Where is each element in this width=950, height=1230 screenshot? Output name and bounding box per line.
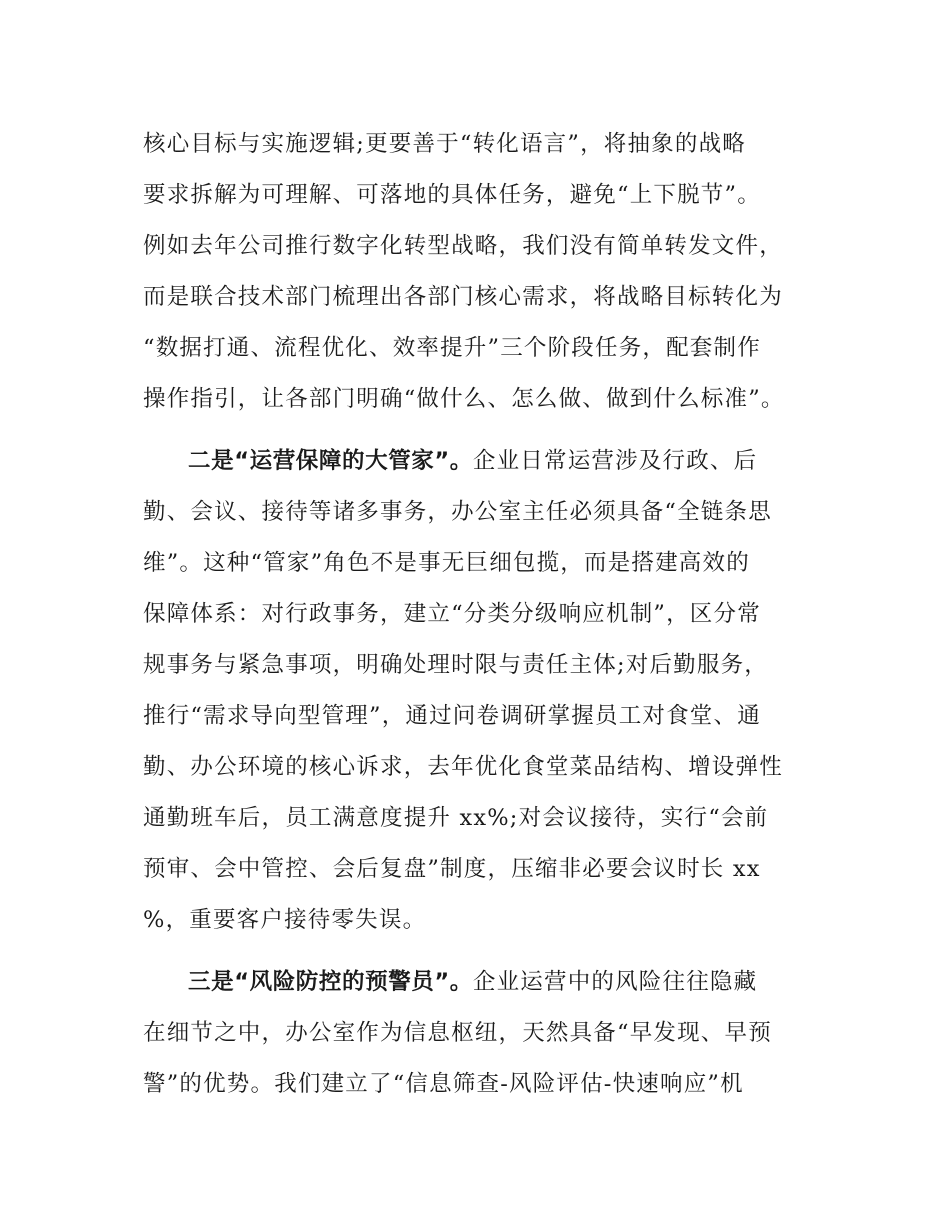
text-line: 核心目标与实施逻辑;更要善于“转化语言”，将抽象的战略 xyxy=(143,131,746,157)
text-line-first xyxy=(188,966,757,998)
text-line: %，重要客户接待零失误。 xyxy=(143,907,427,933)
text-line: 操作指引，让各部门明确“做什么、怎么做、做到什么标准”。 xyxy=(143,386,785,412)
text-line: 例如去年公司推行数字化转型战略，我们没有简单转发文件， xyxy=(143,233,783,259)
section-heading: 三是“风险防控的预警员”。 xyxy=(188,969,473,995)
text-line: 保障体系：对行政事务，建立“分类分级响应机制”，区分常 xyxy=(143,601,761,627)
text-line: 在细节之中，办公室作为信息枢纽，天然具备“早发现、早预 xyxy=(143,1020,772,1046)
text-line: 规事务与紧急事项，明确处理时限与责任主体;对后勤服务， xyxy=(143,652,768,678)
text-line: 勤、办公环境的核心诉求，去年优化食堂菜品结构、增设弹性 xyxy=(143,754,783,780)
text-line: 警”的优势。我们建立了“信息筛查-风险评估-快速响应”机 xyxy=(143,1071,744,1097)
text-line: 推行“需求导向型管理”，通过问卷调研掌握员工对食堂、通 xyxy=(143,703,761,729)
text-line: 而是联合技术部门梳理出各部门核心需求，将战略目标转化为 xyxy=(143,284,783,310)
text-run: 企业运营中的风险往往隐藏 xyxy=(472,969,758,995)
text-line: 通勤班车后，员工满意度提升 xx%;对会议接待，实行“会前 xyxy=(143,805,769,831)
text-line: “数据打通、流程优化、效率提升”三个阶段任务，配套制作 xyxy=(143,335,761,361)
text-line: 要求拆解为可理解、可落地的具体任务，避免“上下脱节”。 xyxy=(143,182,761,208)
text-line: 勤、会议、接待等诸多事务，办公室主任必须具备“全链条思 xyxy=(143,499,772,525)
text-line-first xyxy=(188,445,757,477)
section-heading: 二是“运营保障的大管家”。 xyxy=(188,448,473,474)
text-run: 企业日常运营涉及行政、后 xyxy=(472,448,758,474)
text-line: 预审、会中管控、会后复盘”制度，压缩非必要会议时长 xx xyxy=(143,856,761,882)
text-line: 维”。这种“管家”角色不是事无巨细包揽，而是搭建高效的 xyxy=(143,550,750,576)
